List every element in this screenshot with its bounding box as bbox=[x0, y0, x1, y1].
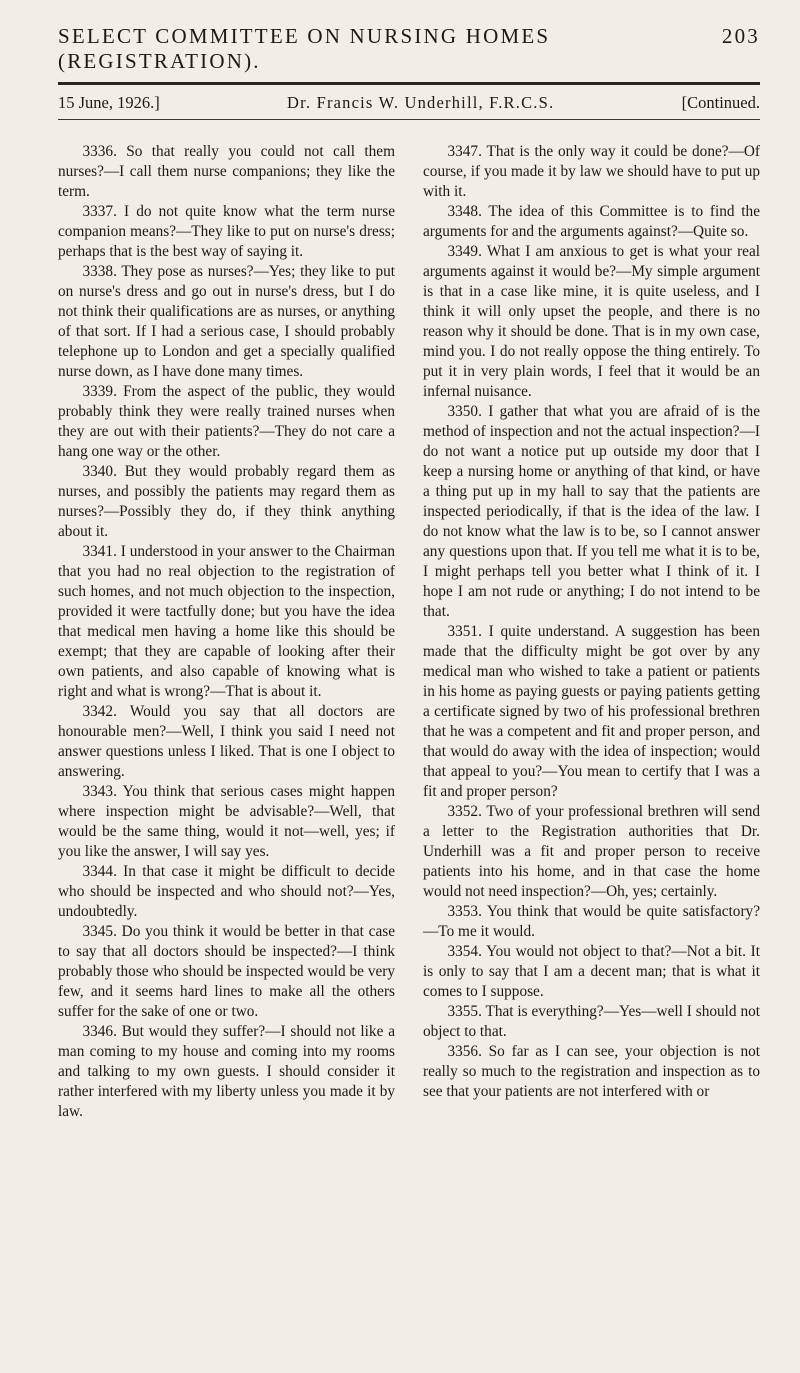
subheader-rule bbox=[58, 119, 760, 120]
testimony-paragraph: 3346. But would they suffer?—I should not like a man coming to my house and coming into my rooms and talking to my own guests. I should consider it rather interfered with my liberty unless you made it by law. bbox=[58, 1023, 395, 1120]
page-number: 203 bbox=[721, 24, 760, 48]
testimony-paragraph: 3345. Do you think it would be better in that case to say that all doctors should be inspected?—I think probably those who should be inspected would be very few, and it seems hard lines to make all the others suffer for the sake of one or two. bbox=[58, 923, 395, 1020]
left-column bbox=[58, 142, 395, 1122]
testimony-paragraph: 3338. They pose as nurses?—Yes; they like to put on nurse's dress and go out in nurse's dress, but I do not think their qualifications are as nurses, or anything of that sort. If I had a serious case, I should probably telephone up to London and get a specially qualified nurse down, as I have done many times. bbox=[58, 263, 395, 380]
session-date: 15 June, 1926.] bbox=[58, 93, 160, 112]
running-head bbox=[58, 18, 760, 74]
testimony-paragraph: 3341. I understood in your answer to the Chairman that you had no real objection to the registration of such homes, and not much objection to the inspection, provided it were tactfully done; but you have the idea that medical men having a home like this should be exempt; that they are capable of looking after their own patients, and also capable of knowing what is right and what is wrong?—That is about it. bbox=[58, 543, 395, 700]
testimony-paragraph: 3337. I do not quite know what the term nurse companion means?—They like to put on nurse's dress; perhaps that is the best way of saying it. bbox=[58, 203, 395, 260]
testimony-paragraph: 3349. What I am anxious to get is what your real arguments against it would be?—My simple argument is that in a case like mine, it is quite useless, and I think it will only upset the people, and there is no reason why it should be done. That is in my own case, mind you. I do not really oppose the thing entirely. To put it in very plain words, I feel that it would be an infernal nuisance. bbox=[423, 243, 760, 400]
witness-name: Dr. Francis W. Underhill, F.R.C.S. bbox=[287, 93, 555, 112]
page-title: SELECT COMMITTEE ON NURSING HOMES (REGISTRATION). bbox=[58, 24, 551, 73]
testimony-paragraph: 3348. The idea of this Committee is to find the arguments for and the arguments against?—Quite so. bbox=[423, 203, 760, 240]
testimony-paragraph: 3354. You would not object to that?—Not a bit. It is only to say that I am a decent man; that is what it comes to I suppose. bbox=[423, 943, 760, 1000]
testimony-paragraph: 3351. I quite understand. A suggestion has been made that the difficulty might be got over by any medical man who wished to take a patient or patients in his home as paying guests or paying patients getting a certificate signed by two of his professional brethren that he was a competent and fit and proper person, and that would do away with the idea of inspection; would that appeal to you?—You mean to certify that I was a fit and proper person? bbox=[423, 623, 760, 800]
testimony-paragraph: 3347. That is the only way it could be done?—Of course, if you made it by law we should have to put up with it. bbox=[423, 143, 760, 200]
testimony-paragraph: 3353. You think that would be quite satisfactory?—To me it would. bbox=[423, 903, 760, 940]
testimony-paragraph: 3342. Would you say that all doctors are honourable men?—Well, I think you said I need not answer questions unless I liked. That is one I object to answering. bbox=[58, 703, 395, 780]
continued-label: [Continued. bbox=[681, 93, 760, 112]
testimony-paragraph: 3350. I gather that what you are afraid of is the method of inspection and not the actual inspection?—I do not want a notice put up outside my door that I keep a nursing home or anything of that kind, or have a thing put up in my hall to say that the patients are inspected periodically, if that is the idea of the law. I do not know what the law is to be, so I cannot answer any questions upon that. If you tell me what it is to be, I might perhaps tell you better what I think of it. I hope I am not rude or anything; I do not intend to be that. bbox=[423, 403, 760, 620]
testimony-paragraph: 3356. So far as I can see, your objection is not really so much to the registration and inspection as to see that your patients are not interfered with or bbox=[423, 1043, 760, 1100]
testimony-paragraph: 3355. That is everything?—Yes—well I should not object to that. bbox=[423, 1003, 760, 1040]
testimony-paragraph: 3336. So that really you could not call them nurses?—I call them nurse companions; they like the term. bbox=[58, 143, 395, 200]
testimony-paragraph: 3343. You think that serious cases might happen where inspection might be advisable?—Well, that would be the same thing, would it not—well, yes; if you like the answer, I will say yes. bbox=[58, 783, 395, 860]
testimony-paragraph: 3339. From the aspect of the public, they would probably think they were really trained nurses when they are out with their patients?—They do not care a hang one way or the other. bbox=[58, 383, 395, 460]
subheader bbox=[58, 85, 760, 119]
testimony-paragraph: 3344. In that case it might be difficult to decide who should be inspected and who should not?—Yes, undoubtedly. bbox=[58, 863, 395, 920]
text-columns bbox=[58, 142, 760, 1122]
testimony-paragraph: 3340. But they would probably regard them as nurses, and possibly the patients may regard them as nurses?—Possibly they do, if they think anything about it. bbox=[58, 463, 395, 540]
right-column bbox=[423, 142, 760, 1122]
testimony-paragraph: 3352. Two of your professional brethren will send a letter to the Registration authorities that Dr. Underhill was a fit and proper person to receive patients into his home, and in that case the home would not need inspection?—Oh, yes; certainly. bbox=[423, 803, 760, 900]
